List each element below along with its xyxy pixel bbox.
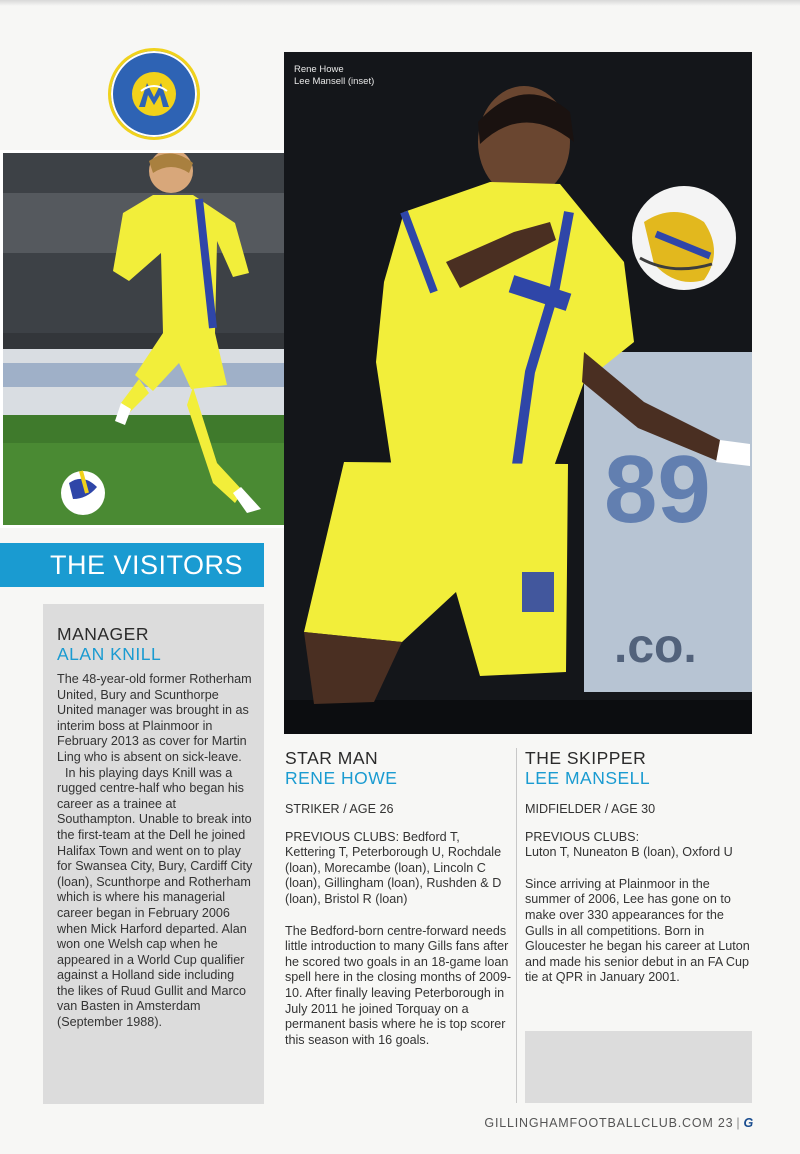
photo-credit [294,64,374,88]
previous-clubs-label: PREVIOUS CLUBS: [285,829,400,844]
section-label: THE SKIPPER [525,748,647,768]
player-role: STRIKER / AGE 26 [285,802,394,816]
grey-panel [525,1031,752,1103]
footer-separator: | [736,1116,741,1130]
person-name: ALAN KNILL [57,644,162,664]
star-man-profile [285,748,513,1048]
star-man-photo [284,52,752,734]
column-divider [516,748,517,1103]
player-bio: Since arriving at Plainmoor in the summer of 2006, Lee has gone on to make over 330 appearances for the Gulls in all competitions. Born in Gloucester he began his career at Luton and made his senior debut in an FA Cup tie at QPR in January 2001. [525,876,750,985]
section-label: STAR MAN [285,748,379,768]
previous-clubs-list: Bedford T, Kettering T, Peterborough U, Rochdale (loan), Morecambe (loan), Lincoln C (loan), Gillingham (loan), Rushden & D (loan), Bristol R (loan) [285,829,502,906]
person-name: RENE HOWE [285,768,398,788]
previous-clubs-label: PREVIOUS CLUBS: [525,829,640,844]
person-name: LEE MANSELL [525,768,651,788]
player-bio: The Bedford-born centre-forward needs little introduction to many Gills fans after he scored two goals in an 18-game loan spell here in the closing months of 2009-10. After finally leaving Peterborough in July 2011 he joined Torquay on a permanent basis where he is top scorer this season with 16 goals. [285,923,512,1047]
section-label: MANAGER [57,624,149,644]
photo-credit-line: Lee Mansell (inset) [294,76,375,87]
top-rule [0,0,800,6]
page-number: 23 [717,1116,734,1130]
bio-paragraph: The 48-year-old former Rotherham United, Bury and Scunthorpe United manager was brought in as interim boss at Plainmoor in February 2013 as cover for Martin Ling who is absent on sick-leave. [57,672,252,764]
footer-website: GILLINGHAMFOOTBALLCLUB.COM [484,1116,714,1130]
skipper-profile [525,748,755,986]
player-role: MIDFIELDER / AGE 30 [525,802,656,816]
previous-clubs [525,830,755,861]
page-footer [484,1116,754,1130]
section-banner: THE VISITORS [0,543,264,587]
previous-clubs [285,830,513,908]
previous-clubs-list: Luton T, Nuneaton B (loan), Oxford U [525,845,733,860]
svg-text:.co.: .co. [614,620,697,673]
svg-text:89: 89 [604,436,711,543]
manager-profile [43,604,264,1104]
photo-credit-line: Rene Howe [294,64,344,75]
club-logo-icon: G [743,1116,754,1130]
club-crest-logo [108,48,200,140]
manager-bio [57,672,254,1031]
bio-paragraph: In his playing days Knill was a rugged centre-half who began his career as a trainee at Southampton. Unable to break into the first-team at the Dell he joined Halifax Town and went on to play for Swansea City, Bury, Cardiff City (loan), Scunthorpe and Rotherham which is where his managerial career began in February 2006 when Mick Harford departed. Alan won one Welsh cap when he appeared in a World Cup qualifier against a Holland side including the likes of Ruud Gullit and Marco van Basten in Amsterdam (September 1988). [57,765,253,1030]
manager-photo [0,150,320,528]
